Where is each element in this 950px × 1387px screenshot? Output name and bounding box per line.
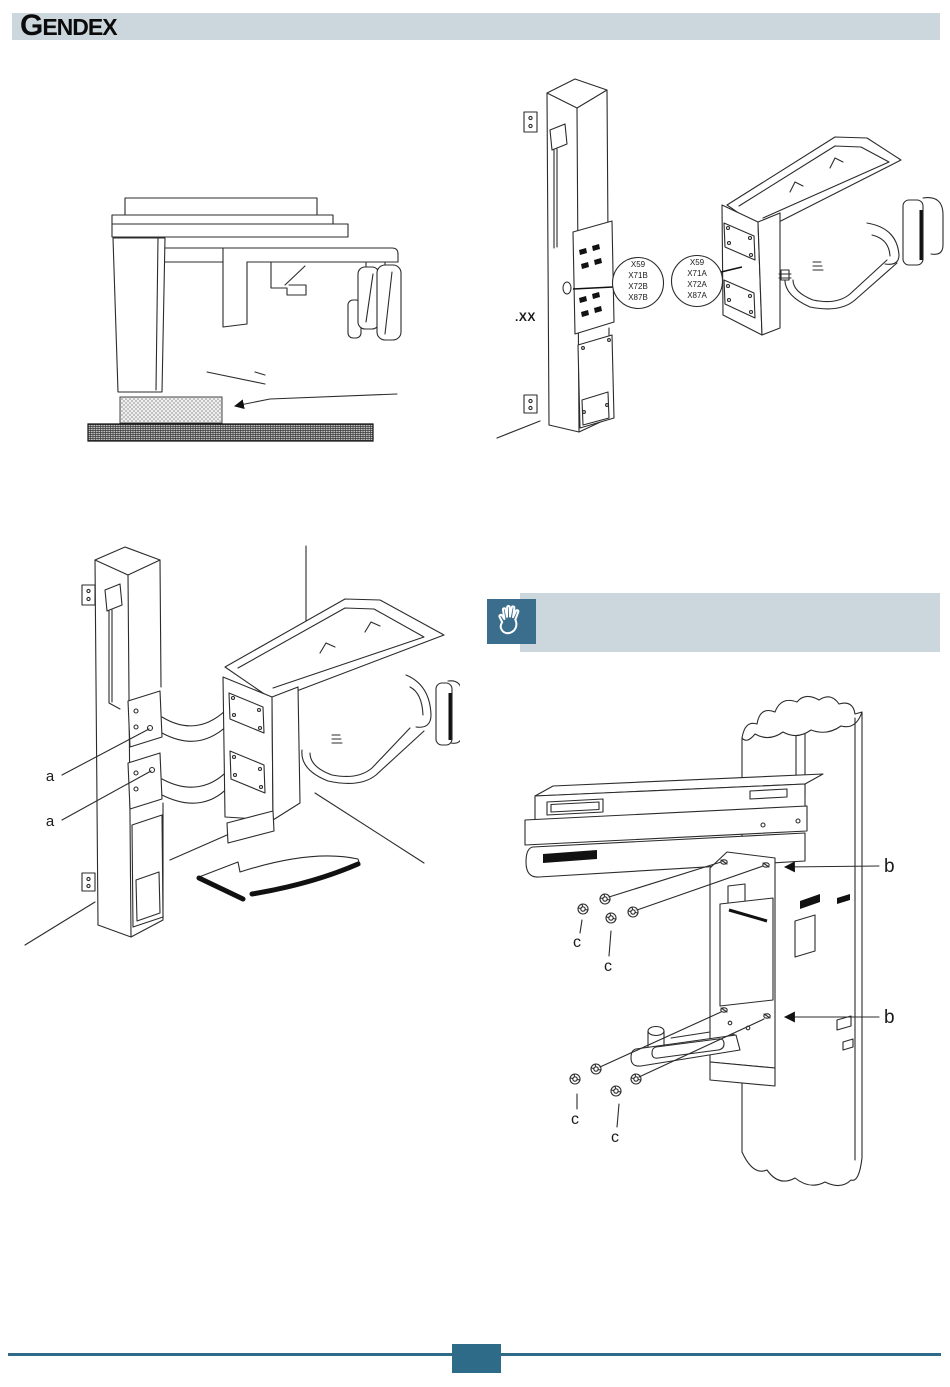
hand-icon <box>492 603 532 641</box>
carriage-assembly <box>223 599 460 843</box>
figure-carriage-mounting <box>20 535 460 950</box>
callout-left-line1: X59 <box>630 260 646 269</box>
figure-unit-on-pallet <box>75 188 415 448</box>
pallet <box>88 424 373 441</box>
label-a: a <box>45 768 55 785</box>
logo-rest: ENDEX <box>42 14 117 40</box>
unit-outline <box>112 198 401 392</box>
mounting-straps <box>162 707 232 803</box>
label-b-group <box>785 856 895 1028</box>
b-arrow-icon <box>785 866 879 867</box>
swing-arrow-icon <box>199 856 360 899</box>
label-c: c <box>604 958 612 975</box>
notice-bar <box>520 593 940 652</box>
label-c: c <box>571 1111 579 1128</box>
callout-right-line2: X71A <box>687 269 707 278</box>
label-b: b <box>884 856 895 877</box>
callout-left-line2: X71B <box>628 271 648 280</box>
figure-carriage-fixing <box>505 690 945 1210</box>
label-c: c <box>611 1129 619 1146</box>
label-b: b <box>884 1007 895 1028</box>
header-bar <box>12 13 940 40</box>
hand-notice-box <box>487 599 536 644</box>
footer-page-box <box>452 1344 501 1373</box>
label-c: c <box>573 934 581 951</box>
carriage-assembly <box>722 137 943 335</box>
callout-left-line4: X87B <box>628 293 648 302</box>
gendex-logo <box>20 11 117 41</box>
wall-column <box>497 79 614 438</box>
callout-left-line3: X72B <box>628 282 648 291</box>
support-arm <box>525 774 823 877</box>
callout-right-line1: X59 <box>689 258 705 267</box>
foam-pad <box>120 397 222 423</box>
callout-right-line4: X87A <box>687 291 707 300</box>
logo-letter-g: G <box>20 9 43 42</box>
figure-ref-label: .XX <box>515 310 536 324</box>
figure-connector-callouts <box>495 60 945 460</box>
direction-arrow-icon <box>235 394 397 406</box>
label-a: a <box>45 813 55 830</box>
callout-right-line3: X72A <box>687 280 707 289</box>
